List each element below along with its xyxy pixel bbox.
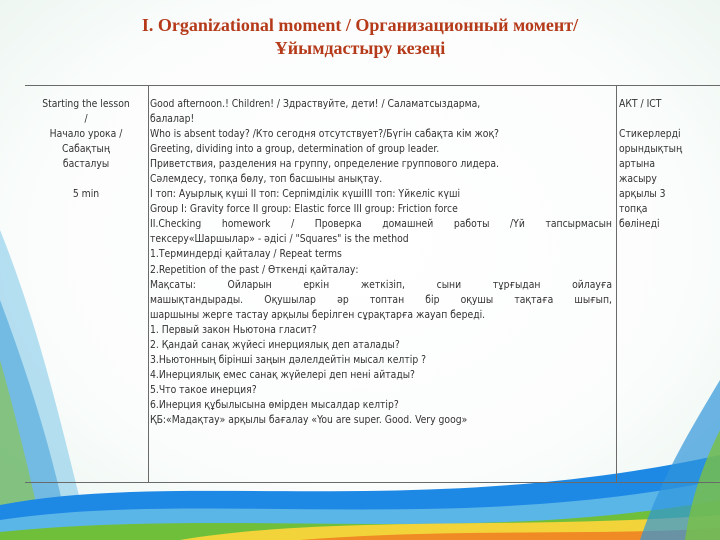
activities-cell: [150, 97, 612, 428]
stage-line: /: [84, 113, 88, 126]
activity-line: 1.Терминдерді қайталау / Repeat terms: [150, 248, 342, 261]
activity-line: Приветствия, разделения на группу, определение группового лидера.: [150, 158, 499, 171]
spacer: [619, 112, 719, 127]
activity-line: I топ: Ауырлық күші II топ: Серпімділік күшіIII топ: Үйкеліс күші: [150, 188, 461, 201]
activity-line: 2.Repetition of the past / Өткенді қайталау:: [150, 263, 359, 276]
activity-line: Мақсаты: Ойларын еркін жеткізіп, сыни тұрғыдан ойлауға: [150, 278, 612, 291]
slide-title: [0, 14, 720, 60]
activity-line: Good afternoon.! Children! / Здраствуйте, дети! / Саламатсыздарма,: [150, 98, 481, 110]
activity-line: машықтандырады. Оқушылар әр топтан бір оқушы тақтаға шығып,: [150, 293, 612, 306]
stage-duration: 5 min: [72, 188, 100, 201]
spacer: [28, 172, 144, 187]
activity-line: Who is absent today? /Кто сегодня отсутствует?/Бүгін сабақта кім жоқ?: [150, 128, 499, 141]
resource-line: жасыру: [619, 173, 657, 186]
resource-line: АКТ / ICT: [619, 98, 662, 110]
stage-line: Начало урока /: [49, 128, 123, 141]
activity-line: II.Checking homework / Проверка домашней работы /Үй тапсырмасын: [150, 218, 612, 231]
activity-line: балалар!: [150, 113, 195, 126]
activity-line: Сәлемдесу, топқа бөлу, топ басшыны анықтау.: [150, 173, 383, 186]
resource-line: Стикерлерді: [619, 128, 681, 141]
title-line-1: I. Organizational moment / Организационный момент/: [141, 15, 579, 35]
resource-line: топқа: [619, 203, 648, 216]
resource-line: бөлінеді: [619, 218, 660, 231]
activity-line: 2. Қандай санақ жүйесі инерциялық деп аталады?: [150, 338, 400, 351]
activity-line: Group I: Gravity force II group: Elastic force III group: Friction force: [150, 203, 458, 216]
title-line-2: Ұйымдастыру кезеңі: [274, 38, 446, 58]
resources-cell: [619, 97, 719, 232]
activity-line: шаршыны жерге тастау арқылы берілген сұрақтарға жауап береді.: [150, 308, 486, 321]
activity-line: 6.Инерция құбылысына өмірден мысалдар келтір?: [150, 398, 399, 411]
column-divider: [616, 86, 617, 482]
resource-line: арқылы 3: [619, 188, 666, 201]
activity-line: тексеру«Шаршылар» - әдісі / "Squares" is the method: [150, 233, 409, 246]
resource-line: орындықтың: [619, 143, 683, 156]
activity-line: 5.Что такое инерция?: [150, 383, 257, 396]
activity-line: Greeting, dividing into a group, determination of group leader.: [150, 143, 440, 156]
activity-line: 1. Первый закон Ньютона гласит?: [150, 323, 317, 336]
stage-line: Сабақтың: [62, 143, 110, 156]
stage-cell: [28, 97, 144, 202]
lesson-plan-table: [25, 85, 720, 483]
activity-line: 4.Инерциялық емес санақ жүйелері деп нені айтады?: [150, 368, 415, 381]
column-divider: [148, 86, 149, 482]
stage-line: басталуы: [62, 158, 110, 171]
resource-line: артына: [619, 158, 656, 171]
activity-line: 3.Ньютонның бірінші заңын дәлелдейтін мысал келтір ?: [150, 353, 427, 366]
stage-line: Starting the lesson: [42, 98, 130, 110]
activity-line: ҚБ:«Мадақтау» арқылы бағалау «You are super. Good. Very goog»: [150, 413, 468, 426]
